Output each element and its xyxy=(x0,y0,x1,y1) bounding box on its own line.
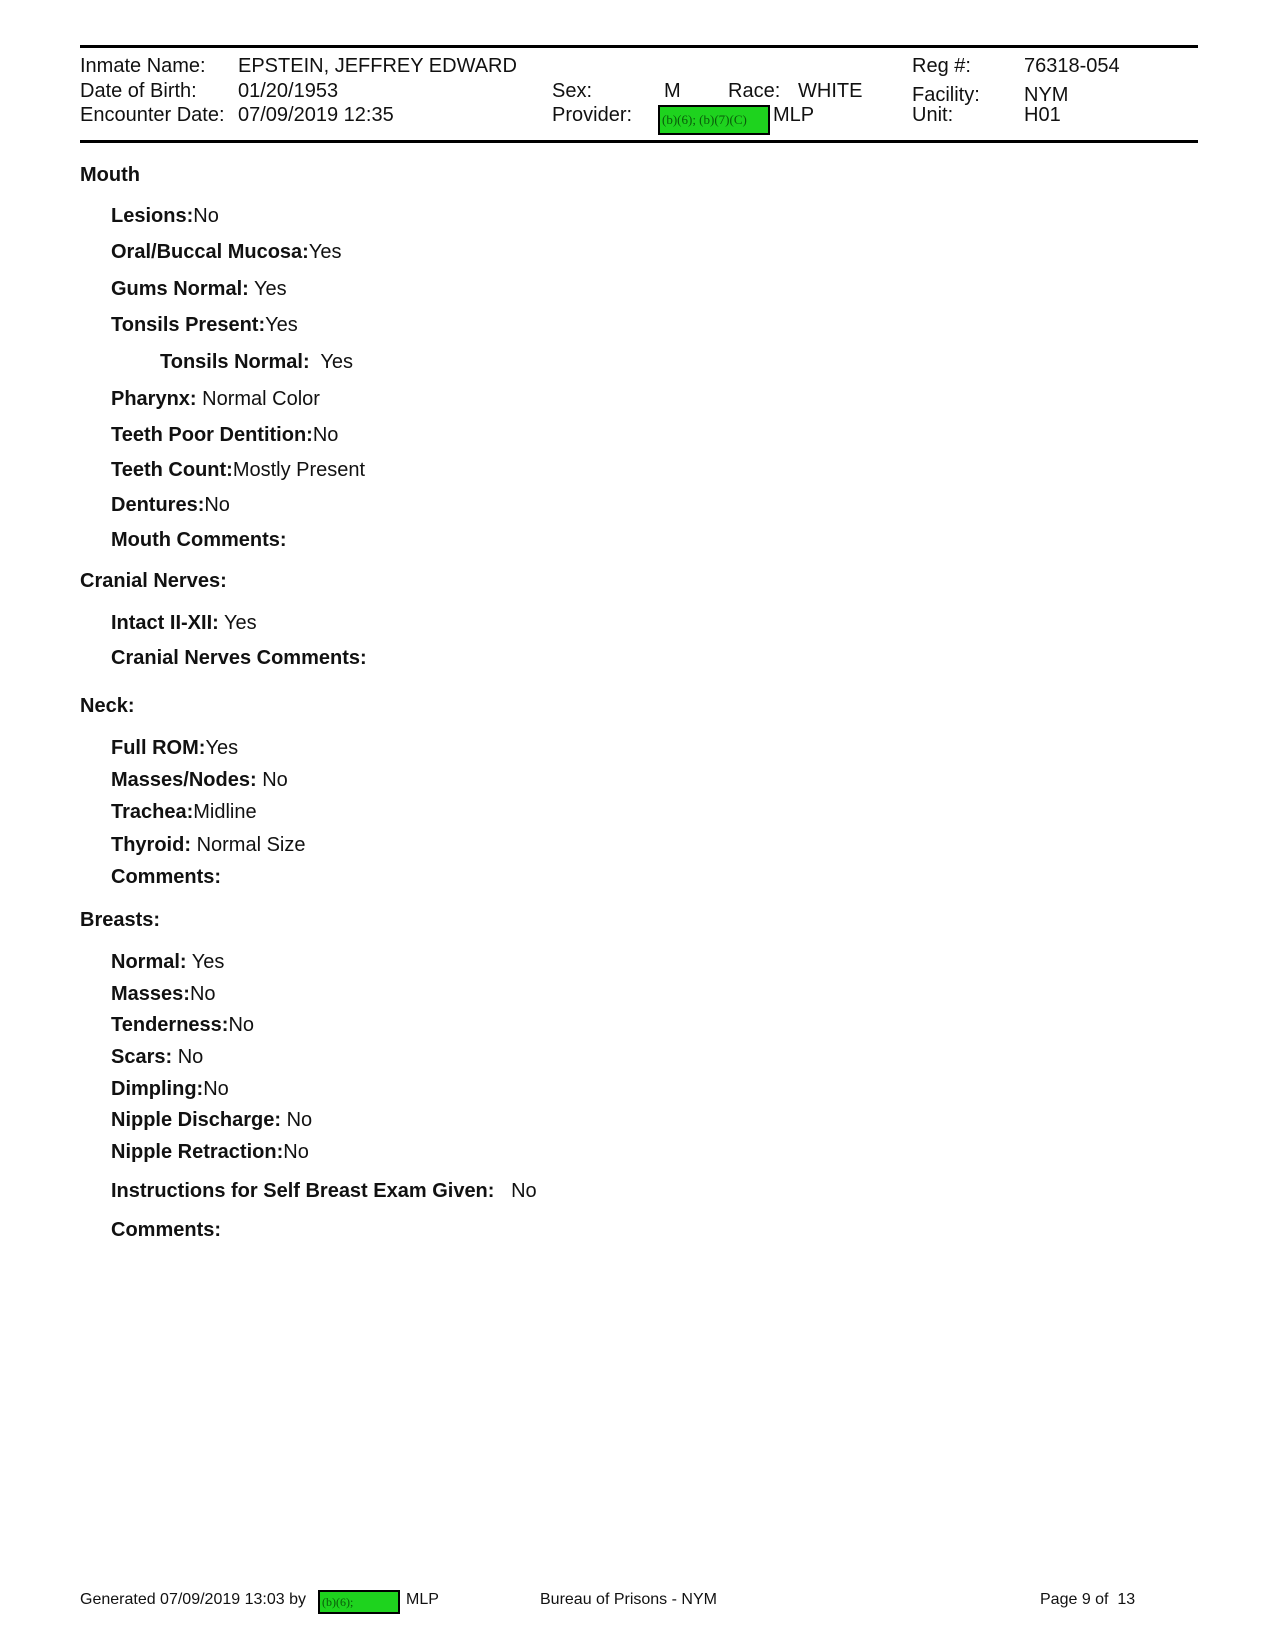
field-label: Comments: xyxy=(111,1219,222,1241)
field-tonsils-normal xyxy=(160,351,353,374)
field-value: No xyxy=(177,1046,204,1068)
field-label: Cranial Nerves Comments: xyxy=(111,647,367,669)
field-value: Yes xyxy=(265,314,298,336)
field-value: Yes xyxy=(254,278,287,300)
field-label: Oral/Buccal Mucosa: xyxy=(111,241,309,263)
field-value: Yes xyxy=(191,951,225,973)
field-scars xyxy=(111,1046,203,1069)
sex-label: Sex: xyxy=(552,80,593,102)
field-label: Dentures: xyxy=(111,494,205,516)
header-top-rule xyxy=(80,45,1198,48)
field-value: No xyxy=(193,205,219,227)
provider-suffix: MLP xyxy=(773,104,815,126)
section-mouth-title: Mouth xyxy=(80,164,140,186)
unit-value: H01 xyxy=(1024,104,1061,126)
field-tonsils-present xyxy=(111,314,298,337)
field-mouth-comments xyxy=(111,529,287,552)
field-label: Masses: xyxy=(111,983,190,1005)
field-label: Tonsils Normal: xyxy=(160,351,310,373)
field-gums-normal xyxy=(111,278,287,301)
field-dentures xyxy=(111,494,230,517)
field-label: Tenderness: xyxy=(111,1014,229,1036)
footer-suffix: MLP xyxy=(406,1591,439,1608)
reg-value: 76318-054 xyxy=(1024,55,1120,77)
field-breasts-normal xyxy=(111,951,224,974)
field-value: No xyxy=(511,1180,537,1202)
field-full-rom xyxy=(111,737,238,760)
field-label: Teeth Poor Dentition: xyxy=(111,424,313,446)
field-label: Dimpling: xyxy=(111,1078,204,1100)
field-oral-buccal-mucosa xyxy=(111,241,341,264)
field-teeth-poor-dentition xyxy=(111,424,338,447)
dob-value: 01/20/1953 xyxy=(238,80,339,102)
field-label: Comments: xyxy=(111,866,222,888)
race-value: WHITE xyxy=(798,80,863,102)
footer-generated: Generated 07/09/2019 13:03 by xyxy=(80,1591,306,1608)
reg-label: Reg #: xyxy=(912,55,971,77)
field-label: Lesions: xyxy=(111,205,194,227)
field-value: No xyxy=(228,1014,255,1036)
field-label: Instructions for Self Breast Exam Given: xyxy=(111,1180,495,1202)
field-label: Nipple Retraction: xyxy=(111,1141,284,1163)
field-label: Tonsils Present: xyxy=(111,314,266,336)
sex-value: M xyxy=(664,80,681,102)
section-cranial-nerves-title: Cranial Nerves: xyxy=(80,570,227,592)
footer-redaction-box: (b)(6); xyxy=(318,1590,400,1614)
provider-label: Provider: xyxy=(552,104,633,126)
section-breasts-title: Breasts: xyxy=(80,909,161,931)
field-cranial-nerves-comments xyxy=(111,647,367,670)
field-label: Pharynx: xyxy=(111,388,197,410)
unit-label: Unit: xyxy=(912,104,954,126)
field-masses-nodes xyxy=(111,769,288,792)
field-nipple-retraction xyxy=(111,1141,309,1164)
dob-label: Date of Birth: xyxy=(80,80,197,102)
field-neck-comments xyxy=(111,866,221,889)
field-label: Mouth Comments: xyxy=(111,529,287,551)
field-value: No xyxy=(283,1141,309,1163)
field-trachea xyxy=(111,801,257,824)
field-value: Yes xyxy=(320,351,354,373)
field-value: Midline xyxy=(193,801,257,823)
field-label: Scars: xyxy=(111,1046,173,1068)
encounter-date-value: 07/09/2019 12:35 xyxy=(238,104,394,126)
field-value: No xyxy=(204,494,230,516)
provider-redaction-box: (b)(6); (b)(7)(C) xyxy=(658,105,770,135)
field-value: Normal Color xyxy=(202,388,320,410)
field-label: Normal: xyxy=(111,951,187,973)
field-self-breast-exam-instructions xyxy=(111,1180,537,1203)
field-label: Trachea: xyxy=(111,801,194,823)
inmate-name-label: Inmate Name: xyxy=(80,55,206,77)
field-value: Mostly Present xyxy=(232,459,366,481)
field-label: Intact II-XII: xyxy=(111,612,219,634)
field-value: Yes xyxy=(308,241,342,263)
header-bottom-rule xyxy=(80,140,1198,143)
field-label: Masses/Nodes: xyxy=(111,769,257,791)
field-value: No xyxy=(286,1109,313,1131)
field-value: No xyxy=(262,769,288,791)
footer-page-number: Page 9 of 13 xyxy=(1040,1591,1136,1608)
field-pharynx xyxy=(111,388,320,411)
field-thyroid xyxy=(111,834,305,857)
field-nipple-discharge xyxy=(111,1109,312,1132)
field-value: Yes xyxy=(205,737,239,759)
field-breasts-comments xyxy=(111,1219,221,1242)
field-label: Thyroid: xyxy=(111,834,191,856)
field-dimpling xyxy=(111,1078,229,1101)
facility-label: Facility: xyxy=(912,84,980,106)
field-value: No xyxy=(312,424,339,446)
inmate-name-value: EPSTEIN, JEFFREY EDWARD xyxy=(238,55,517,77)
field-value: No xyxy=(203,1078,229,1100)
field-tenderness xyxy=(111,1014,254,1037)
facility-value: NYM xyxy=(1024,84,1069,106)
section-neck-title: Neck: xyxy=(80,695,135,717)
field-label: Teeth Count: xyxy=(111,459,233,481)
footer-agency: Bureau of Prisons - NYM xyxy=(540,1591,717,1608)
field-label: Gums Normal: xyxy=(111,278,249,300)
encounter-date-label: Encounter Date: xyxy=(80,104,225,126)
field-intact-ii-xii xyxy=(111,612,257,635)
field-value: Normal Size xyxy=(196,834,306,856)
field-label: Nipple Discharge: xyxy=(111,1109,282,1131)
field-lesions xyxy=(111,205,219,228)
field-teeth-count xyxy=(111,459,365,482)
field-value: No xyxy=(189,983,216,1005)
race-label: Race: xyxy=(728,80,781,102)
field-breasts-masses xyxy=(111,983,216,1006)
field-value: Yes xyxy=(224,612,257,634)
field-label: Full ROM: xyxy=(111,737,206,759)
